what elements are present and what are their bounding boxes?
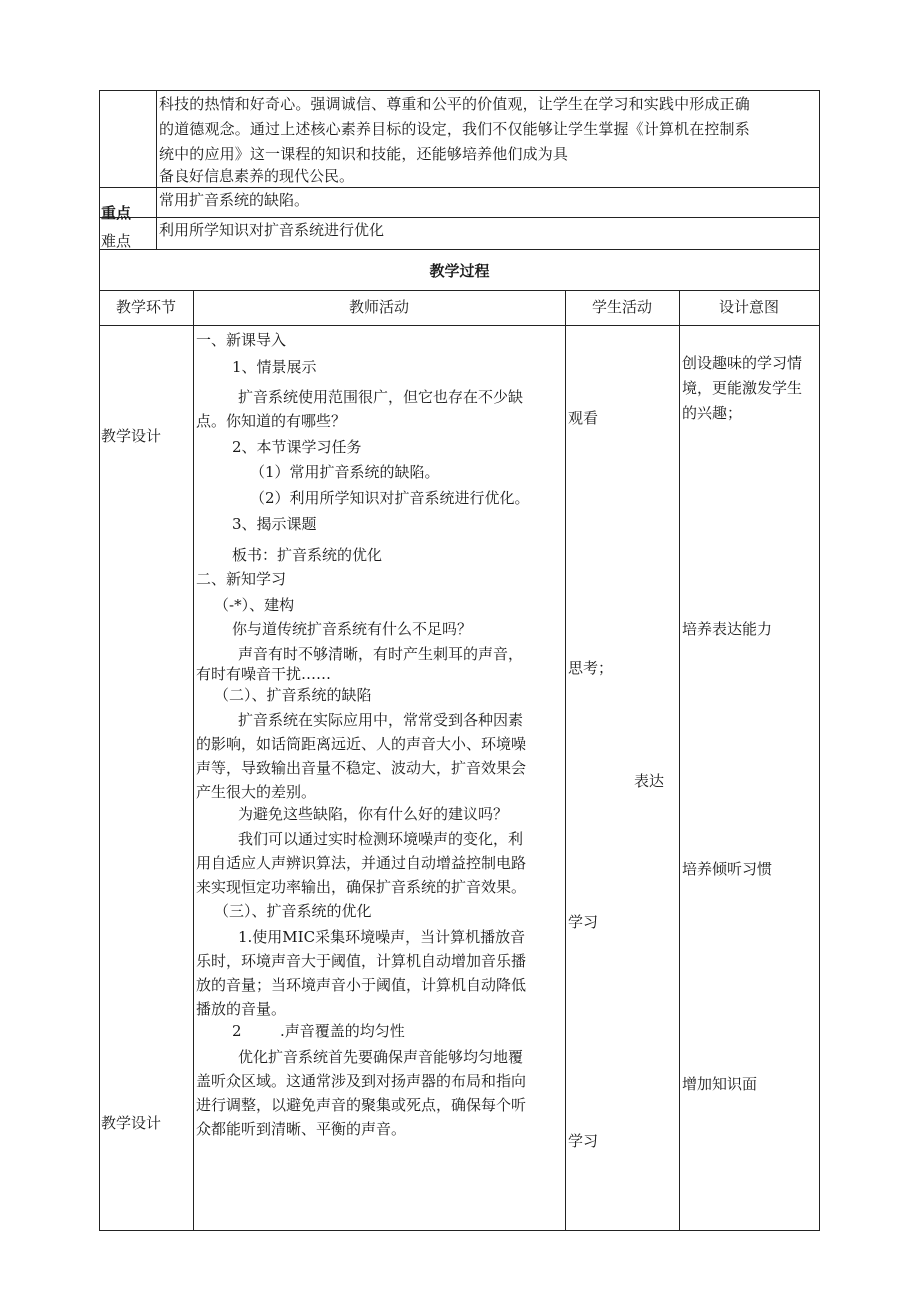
row-divider — [99, 187, 820, 188]
teacher-line: 板书：扩音系统的优化 — [232, 546, 383, 564]
header-teaching-stage: 教学环节 — [115, 298, 176, 316]
teacher-line: 产生很大的差别。 — [196, 783, 317, 801]
teacher-line: 扩音系统使用范围很广，但它也存在不少缺 — [238, 388, 524, 406]
teacher-line: （2）利用所学知识对扩音系统进行优化。 — [250, 489, 530, 507]
teacher-line: 二、新知学习 — [196, 570, 287, 588]
label-column-divider — [156, 90, 157, 250]
teacher-line: 进行调整，以避免声音的聚集或死点，确保每个听 — [196, 1096, 527, 1114]
teacher-line: （二）、扩音系统的缺陷 — [214, 686, 372, 704]
student-activity: 思考； — [568, 659, 614, 677]
row-divider — [99, 290, 820, 291]
teacher-line: 有时有噪音干扰…… — [196, 665, 332, 683]
header-teacher-activity: 教师活动 — [348, 298, 409, 316]
teacher-line: 扩音系统在实际应用中，常常受到各种因素 — [238, 711, 524, 729]
teacher-line: 我们可以通过实时检测环境噪声的变化，利 — [238, 830, 524, 848]
intro-line-1: 科技的热情和好奇心。强调诚信、尊重和公平的价值观，让学生在学习和实践中形成正确 — [159, 95, 750, 113]
difficulty-label: 难点 — [101, 232, 132, 250]
intro-line-4: 备良好信息素养的现代公民。 — [159, 167, 355, 185]
teacher-line: 用自适应人声辨识算法，并通过自动增益控制电路 — [196, 854, 527, 872]
design-intent: 境，更能激发学生 — [682, 379, 803, 397]
teacher-line: （-*）、建构 — [214, 596, 295, 614]
teacher-line: 1.使用MIC采集环境噪声，当计算机播放音 — [238, 928, 526, 946]
intro-line-2: 的道德观念。通过上述核心素养目标的设定，我们不仅能够让学生掌握《计算机在控制系 — [159, 120, 750, 138]
teacher-line: （1）常用扩音系统的缺陷。 — [250, 463, 440, 481]
student-activity: 表达 — [634, 772, 665, 790]
teacher-line: 点。你知道的有哪些？ — [196, 412, 347, 430]
intro-line-3: 统中的应用》这一课程的知识和技能，还能够培养他们成为具 — [159, 145, 569, 163]
teacher-line: 声音有时不够清晰，有时产生刺耳的声音， — [238, 645, 524, 663]
key-point-value: 常用扩音系统的缺陷。 — [159, 191, 310, 209]
row-divider — [99, 325, 820, 326]
student-activity: 学习 — [568, 1132, 599, 1150]
teacher-line: 播放的音量。 — [196, 1000, 287, 1018]
teacher-line: 2、本节课学习任务 — [232, 438, 362, 456]
teacher-line: 为避免这些缺陷，你有什么好的建议吗？ — [238, 805, 509, 823]
teacher-line: 你与道传统扩音系统有什么不足吗？ — [232, 620, 473, 638]
header-design-intent: 设计意图 — [718, 298, 779, 316]
table-border-top — [99, 90, 820, 91]
column-divider — [193, 290, 194, 1231]
stage-label: 教学设计 — [101, 427, 162, 445]
design-intent: 培养表达能力 — [682, 620, 773, 638]
difficulty-value: 利用所学知识对扩音系统进行优化 — [159, 221, 385, 239]
design-intent: 培养倾听习惯 — [682, 860, 773, 878]
column-divider — [679, 290, 680, 1231]
teacher-line: 盖听众区域。这通常涉及到对扬声器的布局和指向 — [196, 1072, 527, 1090]
teacher-line: 声等，导致输出音量不稳定、波动大，扩音效果会 — [196, 759, 527, 777]
row-divider — [99, 249, 820, 250]
stage-label: 教学设计 — [101, 1114, 162, 1132]
teacher-line: 3、揭示课题 — [232, 515, 317, 533]
teacher-line: 来实现恒定功率输出，确保扩音系统的扩音效果。 — [196, 878, 527, 896]
teacher-line: 1、情景展示 — [232, 358, 317, 376]
student-activity: 学习 — [568, 913, 599, 931]
teacher-line: 乐时，环境声音大于阈值，计算机自动增加音乐播 — [196, 952, 527, 970]
design-intent: 增加知识面 — [682, 1075, 758, 1093]
teacher-line: .声音覆盖的均匀性 — [280, 1022, 405, 1040]
table-border-bottom — [99, 1230, 820, 1231]
design-intent: 创设趣味的学习情 — [682, 354, 803, 372]
teacher-line: 一、新课导入 — [196, 331, 287, 349]
key-point-label: 重点 — [101, 204, 132, 222]
teacher-line: 众都能听到清晰、平衡的声音。 — [196, 1120, 407, 1138]
teacher-line: 优化扩音系统首先要确保声音能够均匀地覆 — [238, 1048, 524, 1066]
teacher-line: 放的音量；当环境声音小于阈值，计算机自动降低 — [196, 976, 527, 994]
design-intent: 的兴趣； — [682, 404, 743, 422]
row-divider — [99, 217, 820, 218]
teacher-line: 的影响，如话筒距离远近、人的声音大小、环境噪 — [196, 735, 527, 753]
student-activity: 观看 — [568, 409, 599, 427]
header-student-activity: 学生活动 — [591, 298, 652, 316]
teacher-line-number: 2 — [232, 1022, 242, 1040]
column-divider — [565, 290, 566, 1231]
teacher-line: （三）、扩音系统的优化 — [214, 902, 372, 920]
section-title: 教学过程 — [429, 262, 490, 280]
